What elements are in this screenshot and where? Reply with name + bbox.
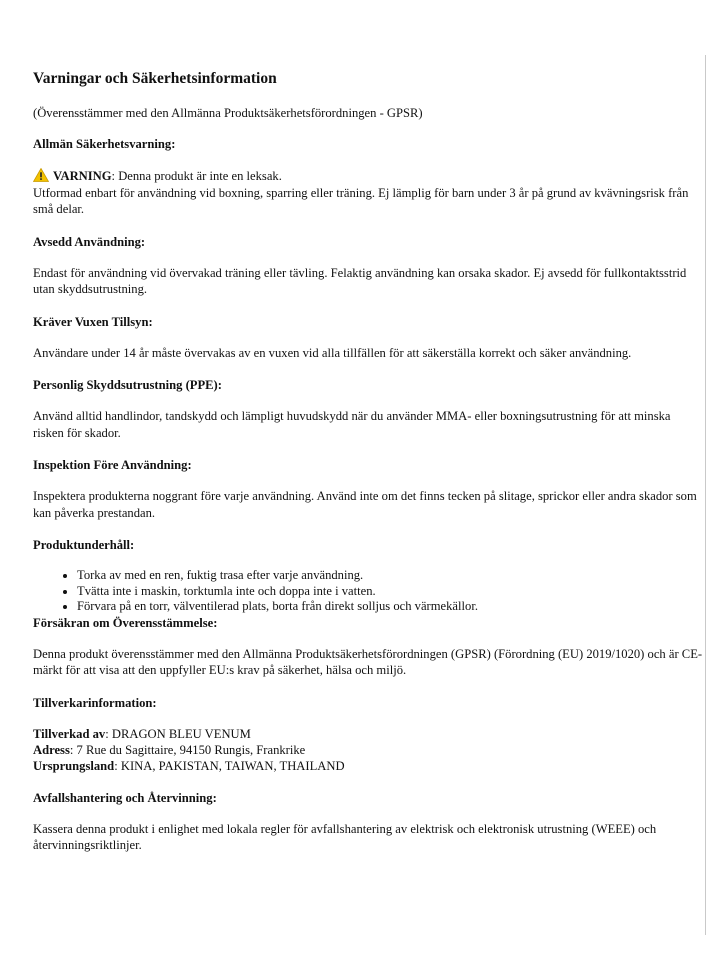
address-label: Adress <box>33 742 70 757</box>
conformity-body: Denna produkt överensstämmer med den Allmänna Produktsäkerhetsförordningen (GPSR) (Förordning (EU) 2019/1020) och är CE-märkt för att visa att den uppfyller EU:s krav på säkerhet, hälsa och miljö. <box>33 646 703 677</box>
inspection-body: Inspektera produkterna noggrant före varje användning. Använd inte om det finns tecken på slitage, sprickor eller andra skador som kan påverka prestandan. <box>33 489 697 520</box>
right-border-line <box>705 55 706 935</box>
general-warning-body: Utformad enbart för användning vid boxning, sparring eller träning. Ej lämplig för barn under 3 år på grund av kvävningsrisk från små delar. <box>33 185 689 216</box>
made-by-value: : DRAGON BLEU VENUM <box>105 726 251 741</box>
origin-label: Ursprungsland <box>33 758 115 773</box>
made-by-label: Tillverkad av <box>33 726 106 741</box>
disposal-heading: Avfallshantering och Återvinning: <box>33 790 217 805</box>
general-warning-heading: Allmän Säkerhetsvarning: <box>33 137 176 151</box>
origin-line <box>33 758 703 774</box>
ppe-heading: Personlig Skyddsutrustning (PPE): <box>33 378 222 392</box>
warning-text: : Denna produkt är inte en leksak. <box>111 169 282 183</box>
supervision-heading: Kräver Vuxen Tillsyn: <box>33 314 153 329</box>
list-item: • Torka av med en ren, fuktig trasa efter varje användning. <box>77 568 703 584</box>
document-content <box>33 58 703 870</box>
list-item: • Förvara på en torr, välventilerad plats, borta från direkt solljus och värmekällor. <box>77 599 703 615</box>
inspection-heading: Inspektion Före Användning: <box>33 458 192 472</box>
address-line <box>33 742 703 758</box>
conformity-heading: Försäkran om Överensstämmelse: <box>33 615 218 630</box>
page-title: Varningar och Säkerhetsinformation <box>33 70 277 87</box>
supervision-body: Användare under 14 år måste övervakas av en vuxen vid alla tillfällen för att säkerställa korrekt och säker användning. <box>33 345 632 360</box>
intended-use-body: Endast för användning vid övervakad träning eller tävling. Felaktig användning kan orsaka skador. Ej avsedd för fullkontaktsstrid utan skyddsutrustning. <box>33 265 687 296</box>
made-by-line <box>33 726 703 742</box>
general-warning-paragraph <box>33 168 703 218</box>
intended-use-heading: Avsedd Användning: <box>33 234 146 249</box>
address-value: : 7 Rue du Sagittaire, 94150 Rungis, Frankrike <box>69 742 306 757</box>
origin-value: : KINA, PAKISTAN, TAIWAN, THAILAND <box>114 758 345 773</box>
ppe-body: Använd alltid handlindor, tandskydd och lämpligt huvudskydd när du använder MMA- eller boxningsutrustning för att minska risken för skador. <box>33 409 671 440</box>
warning-triangle-icon <box>33 168 49 182</box>
manufacturer-info <box>33 726 703 774</box>
gpsr-subtitle: (Överensstämmer med den Allmänna Produktsäkerhetsförordningen - GPSR) <box>33 106 423 120</box>
maintenance-heading: Produktunderhåll: <box>33 538 135 552</box>
warning-label: VARNING <box>53 169 112 183</box>
maintenance-list <box>33 568 703 615</box>
disposal-body: Kassera denna produkt i enlighet med lokala regler för avfallshantering av elektrisk och elektronisk utrustning (WEEE) och återvinningsriktlinjer. <box>33 821 657 852</box>
list-item: • Tvätta inte i maskin, torktumla inte och doppa inte i vatten. <box>77 584 703 600</box>
manufacturer-heading: Tillverkarinformation: <box>33 695 157 710</box>
